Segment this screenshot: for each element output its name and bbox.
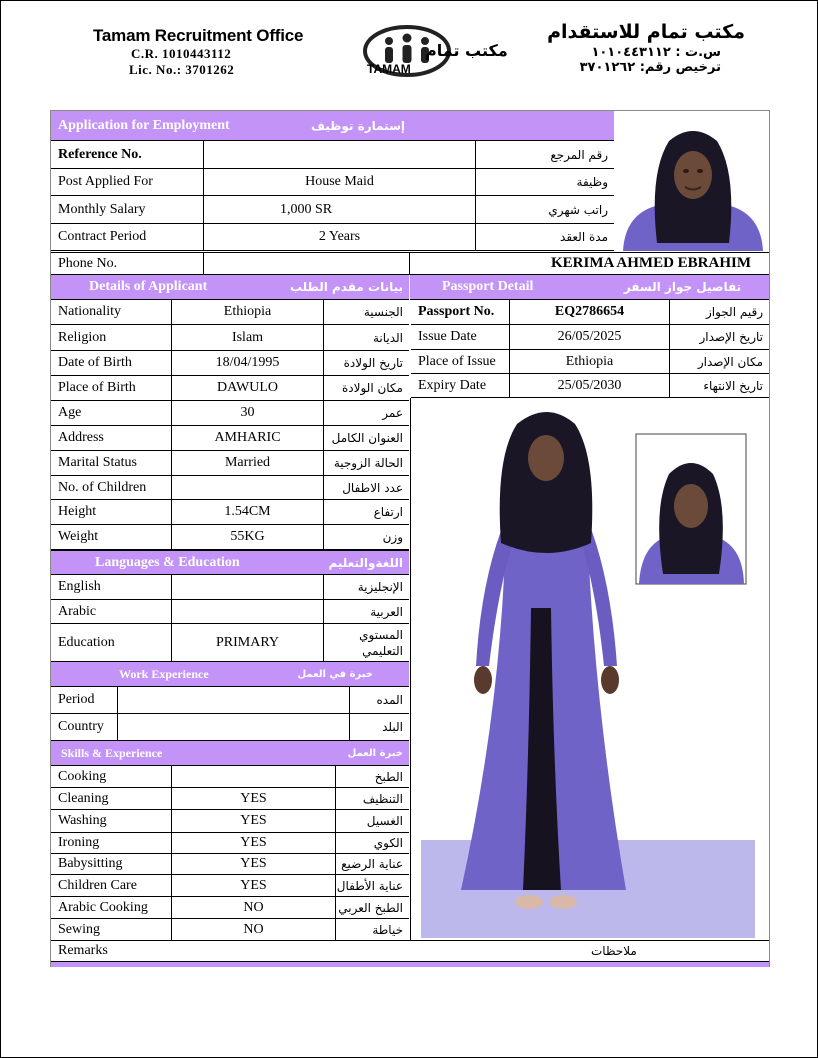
dob-label: Date of Birth (58, 355, 132, 370)
skill-label: Arabic Cooking (58, 899, 148, 915)
applicant-section-title: Details of Applicant (89, 279, 208, 294)
pob-row (51, 376, 409, 401)
skill-label: Cleaning (58, 790, 109, 806)
dob-ar: تاريخ الولادة (323, 351, 409, 375)
expiry-ar: تاريخ الانتهاء (669, 374, 769, 397)
religion-row (51, 325, 409, 351)
contract-ar: مدة العقد (475, 224, 614, 250)
marital-ar: الحالة الزوجية (323, 451, 409, 475)
skill-row (51, 897, 409, 919)
contract-label: Contract Period (58, 229, 147, 244)
nationality-value: Ethiopia (171, 300, 323, 324)
issue-place-label: Place of Issue (418, 353, 496, 369)
height-label: Height (58, 504, 97, 519)
company-license-ar: ترخيص رقم: ٣٧٠١٢٦٢ (579, 60, 721, 75)
expiry-row (411, 374, 769, 398)
skill-row (51, 788, 409, 810)
pob-ar: مكان الولادة (323, 376, 409, 400)
skill-value (171, 766, 335, 787)
expiry-label: Expiry Date (418, 377, 487, 393)
issue-place-row (411, 350, 769, 374)
passport-no-value: EQ2786654 (509, 300, 669, 324)
skill-value: YES (171, 854, 335, 874)
english-row (51, 575, 409, 600)
issue-date-row (411, 325, 769, 350)
contract-row (51, 224, 614, 251)
height-ar: ارتفاع (323, 500, 409, 524)
skill-row (51, 875, 409, 897)
issue-place-ar: مكان الإصدار (669, 350, 769, 373)
languages-section-title: Languages & Education (95, 554, 240, 570)
reference-ar: رقم المرجع (475, 141, 614, 168)
company-cr-en: C.R. 1010443112 (131, 46, 232, 61)
logo-arabic-text: مكتب تمام (425, 41, 508, 60)
form-title-ar: إستمارة توظيف (310, 118, 405, 133)
skill-label: Ironing (58, 835, 100, 850)
weight-value: 55KG (171, 525, 323, 549)
skills-section-title: Skills & Experience (61, 745, 163, 760)
remarks-ar: ملاحظات (591, 944, 637, 958)
languages-section-header (51, 550, 409, 575)
country-ar: البلد (349, 714, 409, 740)
passport-section-title: Passport Detail (442, 279, 534, 294)
expiry-value: 25/05/2030 (509, 374, 669, 397)
applicant-name: KERIMA AHMED EBRAHIM (409, 253, 769, 274)
application-form (50, 110, 770, 967)
skill-ar: الغسيل (335, 810, 409, 832)
address-label: Address (58, 430, 104, 445)
weight-row (51, 525, 409, 550)
post-ar: وظيفة (475, 169, 614, 195)
skill-row (51, 766, 409, 788)
photo-panel (410, 398, 769, 940)
salary-label: Monthly Salary (58, 201, 146, 217)
skill-value: NO (171, 919, 335, 940)
passport-no-ar: رقيم الجواز (669, 300, 769, 324)
period-label: Period (58, 692, 95, 707)
skill-label: Sewing (58, 921, 100, 937)
skill-ar: التنظيف (335, 788, 409, 809)
reference-label: Reference No. (58, 146, 142, 162)
skill-value: NO (171, 897, 335, 918)
skill-ar: الكوي (335, 833, 409, 853)
education-row (51, 624, 409, 662)
languages-section-title-ar: اللغةوالتعليم (328, 555, 403, 570)
bottom-accent-bar (51, 962, 769, 967)
skill-value: YES (171, 788, 335, 809)
phone-label: Phone No. (58, 255, 118, 271)
applicant-section-title-ar: بيانات مقدم الطلب (289, 280, 403, 294)
pob-label: Place of Birth (58, 380, 136, 395)
post-value: House Maid (203, 169, 475, 195)
arabic-value (171, 600, 323, 623)
children-ar: عدد الاطفال (323, 476, 409, 499)
salary-ar: راتب شهري (475, 196, 614, 223)
post-row (51, 169, 614, 196)
dob-value: 18/04/1995 (171, 351, 323, 375)
headshot-image (619, 113, 767, 251)
marital-row (51, 451, 409, 476)
skill-ar: خياطة (335, 919, 409, 940)
reference-value (203, 141, 475, 168)
skill-label: Washing (58, 813, 107, 828)
work-section-title: Work Experience (119, 666, 209, 681)
issue-place-value: Ethiopia (509, 350, 669, 373)
arabic-row (51, 600, 409, 624)
nationality-row (51, 300, 409, 325)
skill-ar: الطبخ (335, 766, 409, 787)
nationality-label: Nationality (58, 304, 121, 319)
skill-label: Children Care (58, 877, 137, 893)
salary-value: 1,000 SR (203, 196, 475, 223)
period-value (117, 687, 349, 713)
country-label: Country (58, 719, 104, 734)
skill-ar: عناية الأطفال (335, 875, 409, 896)
skill-ar: الطبخ العربي (335, 897, 409, 918)
country-row (51, 714, 409, 741)
issue-date-ar: تاريخ الإصدار (669, 325, 769, 349)
contract-value: 2 Years (203, 224, 475, 250)
company-name-en: Tamam Recruitment Office (93, 26, 304, 45)
period-row (51, 687, 409, 714)
education-label: Education (58, 634, 115, 650)
skill-label: Cooking (58, 768, 107, 784)
address-row (51, 426, 409, 451)
age-row (51, 401, 409, 426)
marital-value: Married (171, 451, 323, 475)
issue-date-value: 26/05/2025 (509, 325, 669, 349)
passport-no-label: Passport No. (418, 304, 495, 319)
skill-row (51, 919, 409, 940)
english-label: English (58, 579, 101, 594)
issue-date-label: Issue Date (418, 329, 477, 344)
remarks-row (51, 940, 769, 962)
skill-value: YES (171, 875, 335, 896)
weight-ar: وزن (323, 525, 409, 549)
height-row (51, 500, 409, 525)
company-cr-ar: س.ت : ١٠١٠٤٤٣١١٢ (591, 45, 721, 60)
arabic-label: Arabic (58, 603, 97, 619)
education-value: PRIMARY (171, 624, 323, 661)
children-label: No. of Children (58, 479, 147, 495)
reference-row (51, 141, 614, 169)
passport-section-header (410, 275, 769, 300)
age-value: 30 (171, 401, 323, 425)
english-value (171, 575, 323, 599)
skill-value: YES (171, 810, 335, 832)
weight-label: Weight (58, 529, 99, 544)
religion-ar: الديانة (323, 325, 409, 350)
country-value (117, 714, 349, 740)
marital-label: Marital Status (58, 455, 137, 470)
religion-value: Islam (171, 325, 323, 350)
skill-ar: عناية الرضيع (335, 854, 409, 874)
applicant-headshot (619, 113, 767, 251)
skills-section-header (51, 741, 409, 766)
passport-no-row (411, 300, 769, 325)
dob-row (51, 351, 409, 376)
skill-row (51, 810, 409, 833)
english-ar: الإنجليزية (323, 575, 409, 599)
work-section-header (51, 662, 409, 687)
address-value: AMHARIC (171, 426, 323, 450)
children-value (171, 476, 323, 499)
skills-section-title-ar: خبرة العمل (347, 747, 403, 759)
nationality-ar: الجنسية (323, 300, 409, 324)
children-row (51, 476, 409, 500)
company-license-en: Lic. No.: 3701262 (129, 62, 235, 77)
form-title: Application for Employment (58, 117, 230, 133)
post-label: Post Applied For (58, 174, 153, 189)
pob-value: DAWULO (171, 376, 323, 400)
skill-row (51, 833, 409, 854)
passport-section-title-ar: تفاصيل جواز السفر (623, 280, 742, 294)
skill-row (51, 854, 409, 875)
skill-label: Babysitting (58, 856, 123, 871)
height-value: 1.54CM (171, 500, 323, 524)
period-ar: المده (349, 687, 409, 713)
age-ar: عمر (323, 401, 409, 425)
education-ar: المستوي التعليمي (323, 624, 409, 661)
religion-label: Religion (58, 329, 107, 345)
phone-value (203, 253, 409, 274)
salary-row (51, 196, 614, 224)
work-section-title-ar: خبرة في العمل (297, 668, 373, 680)
address-ar: العنوان الكامل (323, 426, 409, 450)
remarks-label: Remarks (58, 943, 108, 958)
skill-value: YES (171, 833, 335, 853)
company-name-ar: مكتب تمام للاستقدام (547, 21, 745, 43)
arabic-ar: العربية (323, 600, 409, 623)
phone-row (51, 252, 769, 275)
age-label: Age (58, 405, 82, 420)
logo-text: TAMAM (367, 62, 411, 76)
applicant-section-header (51, 275, 409, 300)
form-title-bar (51, 111, 614, 141)
full-body-photo (411, 398, 769, 940)
